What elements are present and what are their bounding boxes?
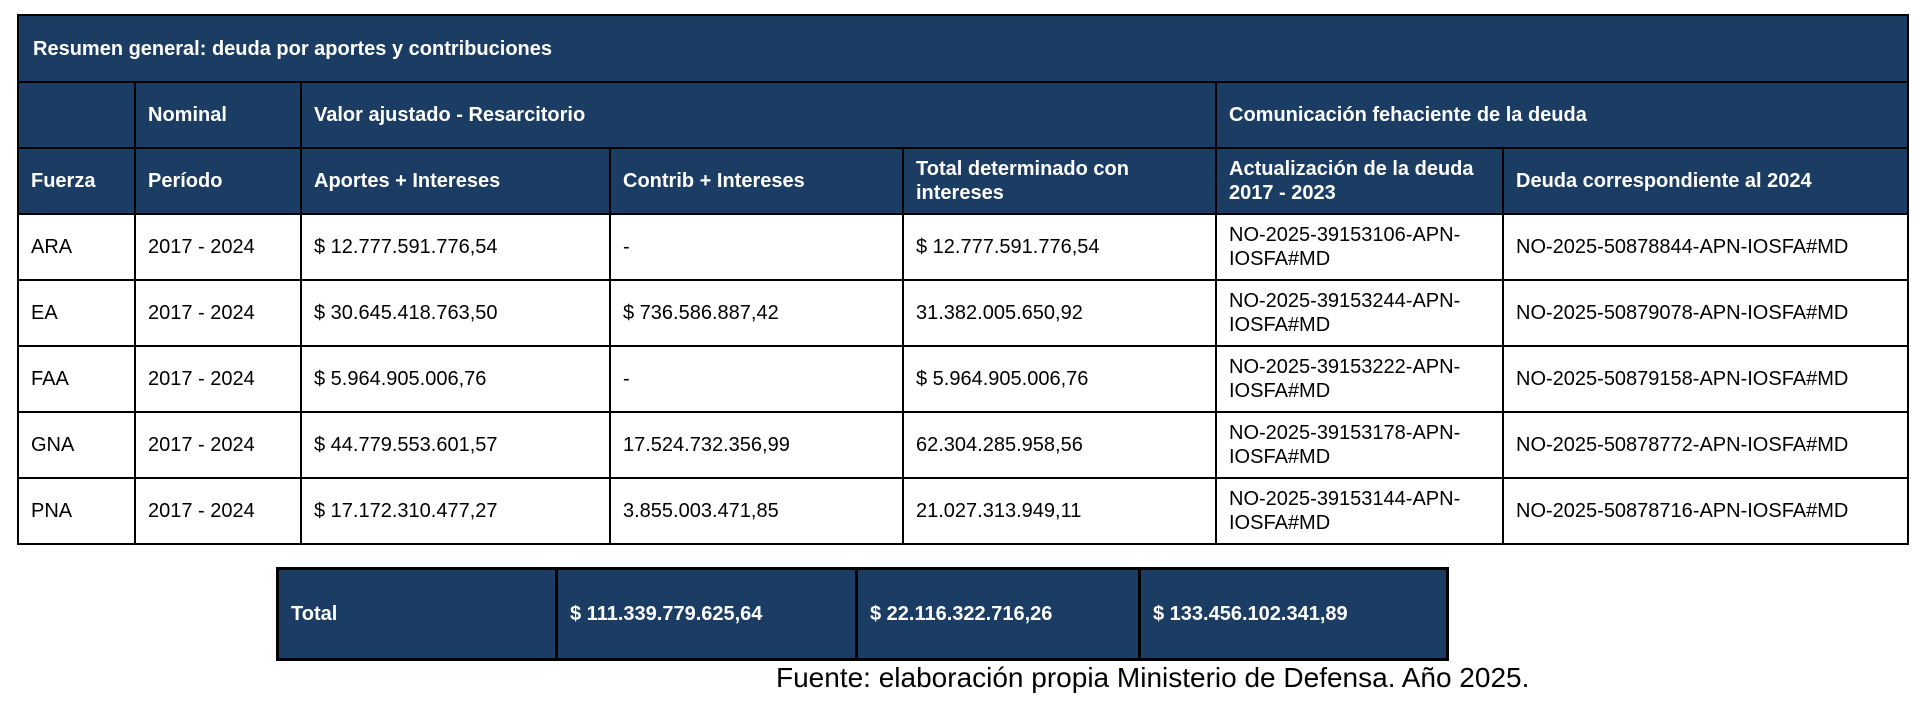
band-comunicacion: Comunicación fehaciente de la deuda — [1216, 82, 1908, 148]
cell-fuerza: FAA — [18, 346, 135, 412]
table-title: Resumen general: deuda por aportes y contribuciones — [18, 15, 1908, 82]
total-aportes: $ 111.339.779.625,64 — [557, 569, 857, 660]
cell-total: 21.027.313.949,11 — [903, 478, 1216, 544]
cell-deuda-2024: NO-2025-50879158-APN-IOSFA#MD — [1503, 346, 1908, 412]
cell-actualizacion: NO-2025-39153222-APN-IOSFA#MD — [1216, 346, 1503, 412]
column-header-periodo: Período — [135, 148, 301, 214]
table-row — [18, 214, 1908, 280]
cell-contrib: $ 736.586.887,42 — [610, 280, 903, 346]
cell-periodo: 2017 - 2024 — [135, 478, 301, 544]
cell-contrib: - — [610, 346, 903, 412]
cell-aportes: $ 30.645.418.763,50 — [301, 280, 610, 346]
total-label: Total — [278, 569, 557, 660]
cell-deuda-2024: NO-2025-50878716-APN-IOSFA#MD — [1503, 478, 1908, 544]
cell-actualizacion: NO-2025-39153106-APN-IOSFA#MD — [1216, 214, 1503, 280]
total-general: $ 133.456.102.341,89 — [1140, 569, 1448, 660]
band-empty-cell — [18, 82, 135, 148]
table-row — [18, 346, 1908, 412]
cell-periodo: 2017 - 2024 — [135, 214, 301, 280]
cell-total: $ 12.777.591.776,54 — [903, 214, 1216, 280]
cell-total: 31.382.005.650,92 — [903, 280, 1216, 346]
band-valor-ajustado: Valor ajustado - Resarcitorio — [301, 82, 1216, 148]
table-row — [18, 412, 1908, 478]
debt-summary-table — [17, 14, 1909, 545]
cell-periodo: 2017 - 2024 — [135, 412, 301, 478]
column-header-deuda-2024: Deuda correspondiente al 2024 — [1503, 148, 1908, 214]
cell-fuerza: GNA — [18, 412, 135, 478]
cell-contrib: 3.855.003.471,85 — [610, 478, 903, 544]
cell-deuda-2024: NO-2025-50878772-APN-IOSFA#MD — [1503, 412, 1908, 478]
cell-fuerza: ARA — [18, 214, 135, 280]
band-nominal: Nominal — [135, 82, 301, 148]
column-header-actualizacion: Actualización de la deuda 2017 - 2023 — [1216, 148, 1503, 214]
cell-actualizacion: NO-2025-39153178-APN-IOSFA#MD — [1216, 412, 1503, 478]
totals-row — [278, 569, 1448, 660]
cell-aportes: $ 12.777.591.776,54 — [301, 214, 610, 280]
cell-aportes: $ 17.172.310.477,27 — [301, 478, 610, 544]
column-header-aportes: Aportes + Intereses — [301, 148, 610, 214]
cell-periodo: 2017 - 2024 — [135, 346, 301, 412]
cell-periodo: 2017 - 2024 — [135, 280, 301, 346]
cell-total: $ 5.964.905.006,76 — [903, 346, 1216, 412]
totals-table — [276, 567, 1449, 661]
cell-actualizacion: NO-2025-39153244-APN-IOSFA#MD — [1216, 280, 1503, 346]
cell-fuerza: PNA — [18, 478, 135, 544]
cell-aportes: $ 5.964.905.006,76 — [301, 346, 610, 412]
table-row — [18, 478, 1908, 544]
cell-contrib: - — [610, 214, 903, 280]
cell-aportes: $ 44.779.553.601,57 — [301, 412, 610, 478]
cell-actualizacion: NO-2025-39153144-APN-IOSFA#MD — [1216, 478, 1503, 544]
source-note: Fuente: elaboración propia Ministerio de Defensa. Año 2025. — [776, 662, 1530, 693]
table-row — [18, 280, 1908, 346]
cell-total: 62.304.285.958,56 — [903, 412, 1216, 478]
column-header-total: Total determinado con intereses — [903, 148, 1216, 214]
cell-contrib: 17.524.732.356,99 — [610, 412, 903, 478]
cell-deuda-2024: NO-2025-50879078-APN-IOSFA#MD — [1503, 280, 1908, 346]
column-header-fuerza: Fuerza — [18, 148, 135, 214]
total-contrib: $ 22.116.322.716,26 — [857, 569, 1140, 660]
cell-fuerza: EA — [18, 280, 135, 346]
column-header-contrib: Contrib + Intereses — [610, 148, 903, 214]
cell-deuda-2024: NO-2025-50878844-APN-IOSFA#MD — [1503, 214, 1908, 280]
